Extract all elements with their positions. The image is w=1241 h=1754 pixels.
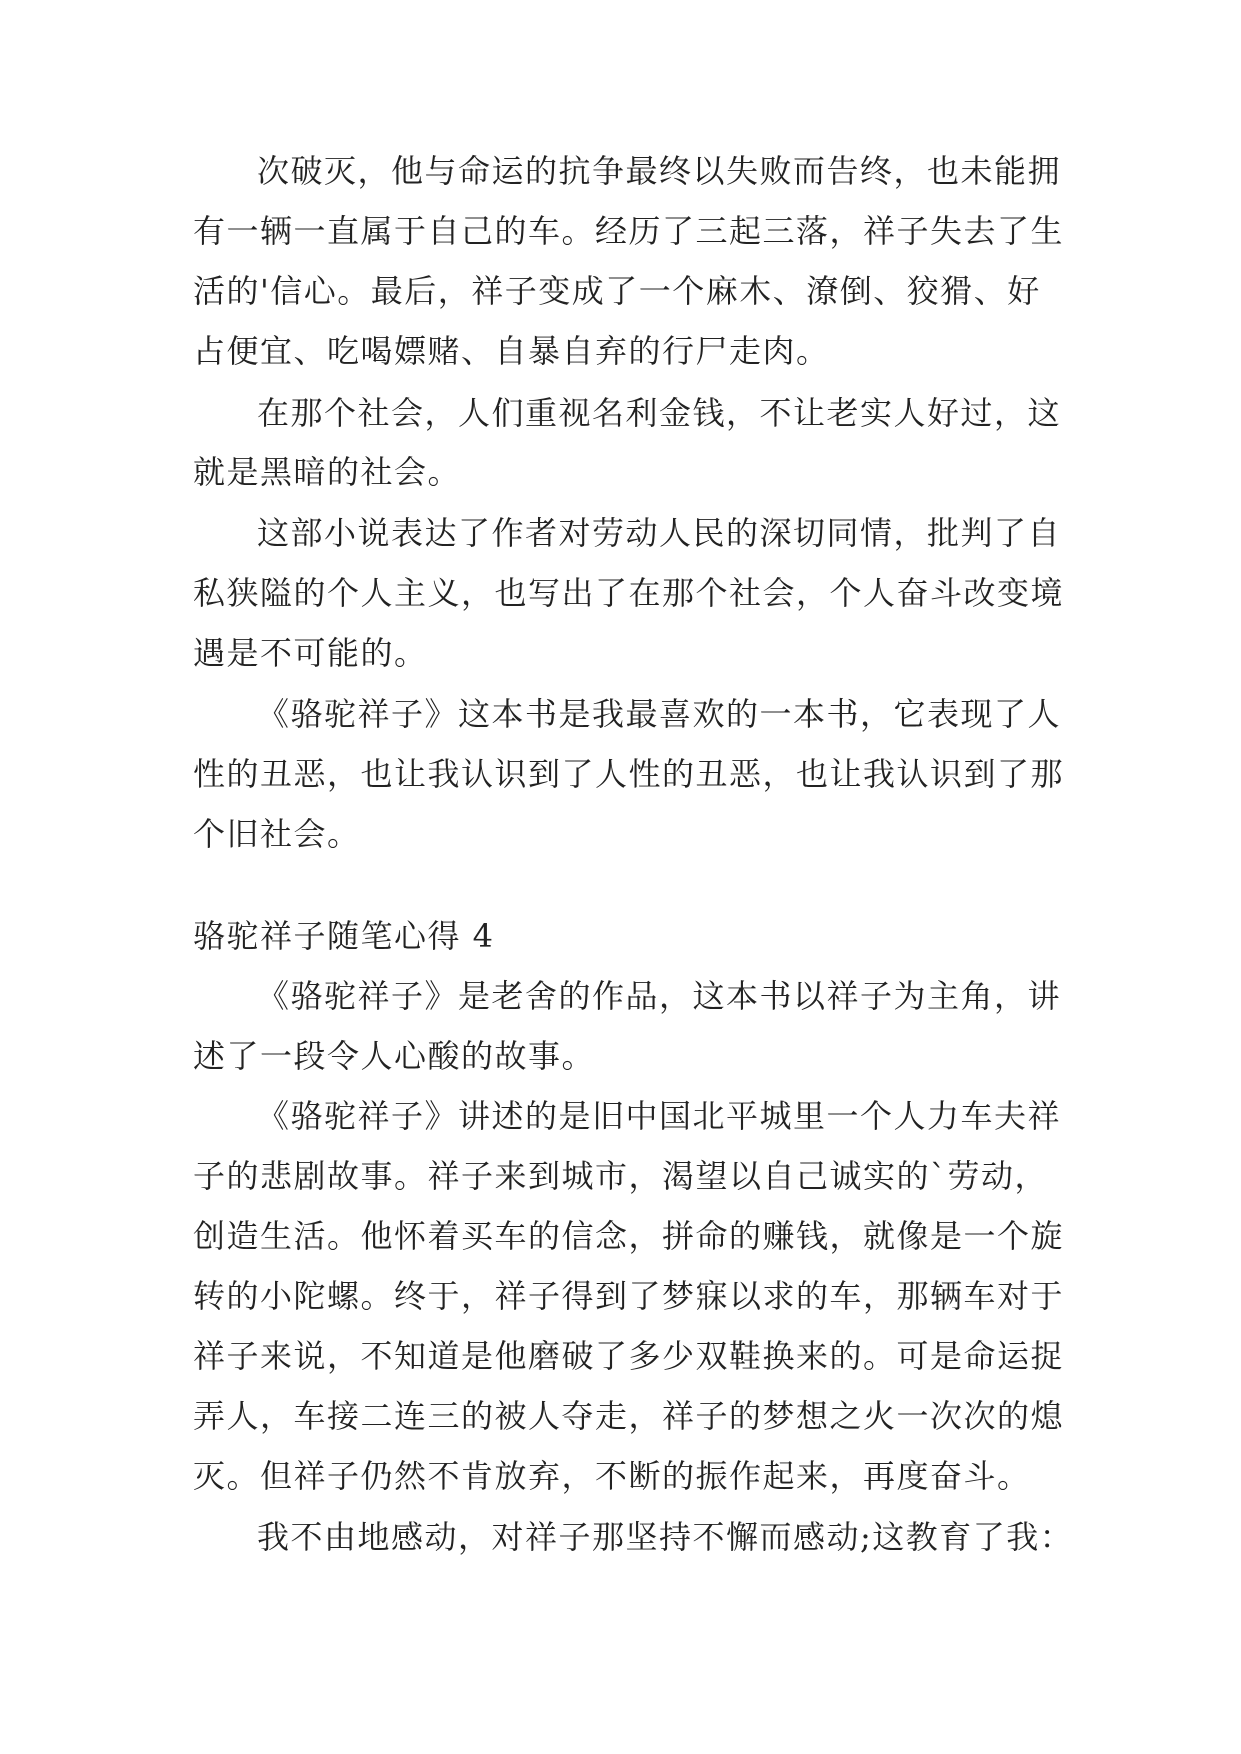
paragraph-line: 就是黑暗的社会。 xyxy=(193,453,462,491)
paragraph-line: 《骆驼祥子》这本书是我最喜欢的一本书，它表现了人 xyxy=(257,695,1062,733)
paragraph-line: 创造生活。他怀着买车的信念，拼命的赚钱，就像是一个旋 xyxy=(193,1217,1065,1255)
paragraph-line: 《骆驼祥子》讲述的是旧中国北平城里一个人力车夫祥 xyxy=(257,1097,1062,1135)
paragraph-line: 占便宜、吃喝嫖赌、自暴自弃的行尸走肉。 xyxy=(193,332,830,370)
paragraph-line: 性的丑恶，也让我认识到了人性的丑恶，也让我认识到了那 xyxy=(193,755,1065,793)
paragraph-line: 有一辆一直属于自己的车。经历了三起三落，祥子失去了生 xyxy=(193,212,1065,250)
paragraph-line: 子的悲剧故事。祥子来到城市，渴望以自己诚实的`劳动， xyxy=(193,1157,1049,1195)
paragraph-line: 祥子来说，不知道是他磨破了多少双鞋换来的。可是命运捉 xyxy=(193,1337,1065,1375)
paragraph-line: 灭。但祥子仍然不肯放弃，不断的振作起来，再度奋斗。 xyxy=(193,1457,1031,1495)
paragraph-line: 述了一段令人心酸的故事。 xyxy=(193,1037,596,1075)
paragraph-line: 我不由地感动，对祥子那坚持不懈而感动;这教育了我： xyxy=(257,1518,1074,1556)
section-heading: 骆驼祥子随笔心得 4 xyxy=(193,917,495,955)
paragraph-line: 弄人，车接二连三的被人夺走，祥子的梦想之火一次次的熄 xyxy=(193,1397,1065,1435)
paragraph-line: 次破灭，他与命运的抗争最终以失败而告终，也未能拥 xyxy=(257,152,1062,190)
paragraph-line: 这部小说表达了作者对劳动人民的深切同情，批判了自 xyxy=(257,514,1062,552)
paragraph-line: 《骆驼祥子》是老舍的作品，这本书以祥子为主角，讲 xyxy=(257,977,1062,1015)
paragraph-line: 私狭隘的个人主义，也写出了在那个社会，个人奋斗改变境 xyxy=(193,574,1065,612)
paragraph-line: 转的小陀螺。终于，祥子得到了梦寐以求的车，那辆车对于 xyxy=(193,1277,1065,1315)
paragraph-line: 个旧社会。 xyxy=(193,815,361,853)
paragraph-line: 在那个社会，人们重视名利金钱，不让老实人好过，这 xyxy=(257,394,1062,432)
paragraph-line: 遇是不可能的。 xyxy=(193,634,428,672)
paragraph-line: 活的'信心。最后，祥子变成了一个麻木、潦倒、狡猾、好 xyxy=(193,272,1041,310)
